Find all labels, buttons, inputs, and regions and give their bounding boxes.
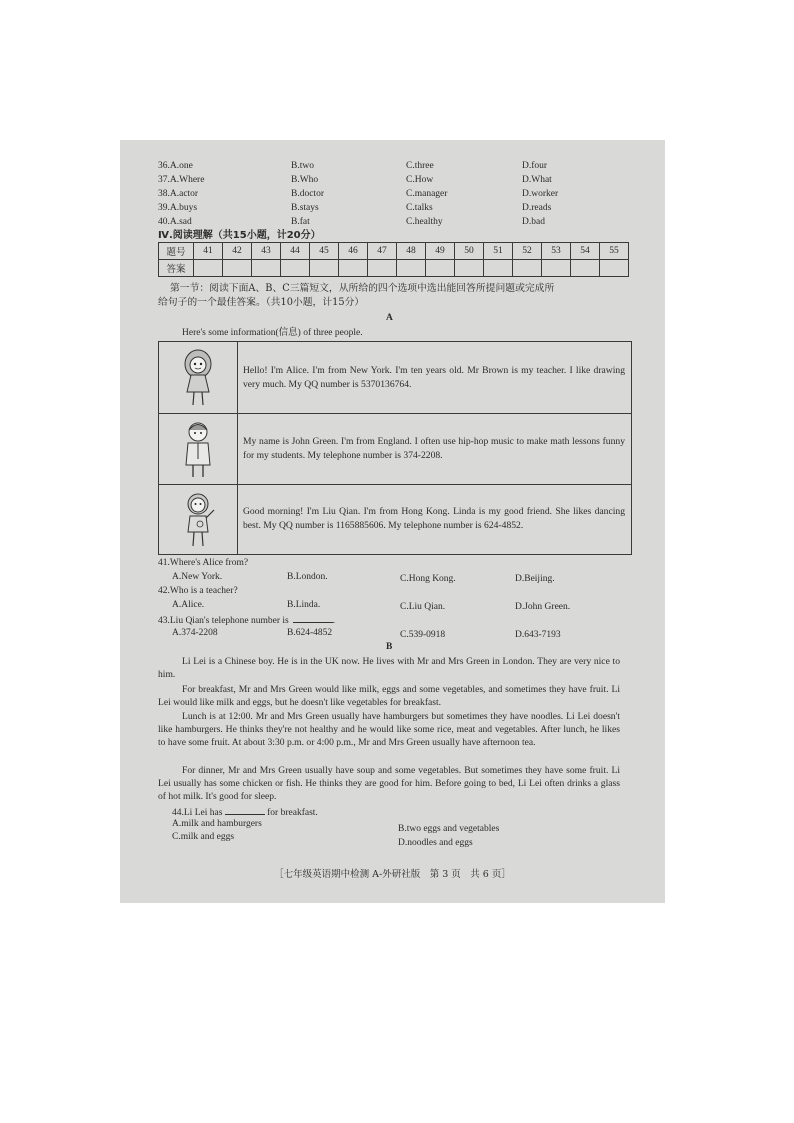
answer-cell[interactable] — [223, 260, 252, 277]
person-row-alice — [159, 342, 631, 414]
girl-waving-avatar-icon — [159, 484, 238, 554]
question-stem — [158, 557, 248, 569]
cloze-option-b[interactable]: B.two — [291, 161, 314, 171]
passage-b-paragraph: Li Lei is a Chinese boy. He is in the UK now. He lives with Mr and Mrs Green in London. They are very nice to him. — [158, 656, 620, 680]
part-1-instruction-line-1: 第一节：阅读下面A、B、C三篇短文，从所给的四个选项中选出能回答所提问题或完成所 — [170, 283, 555, 294]
passage-b-paragraph: Lunch is at 12:00. Mr and Mrs Green usually have hamburgers but sometimes they have noodles. Li Lei doesn't like hamburgers. He thinks they're not healthy and he would like some rice, meat and vegetables. After lunch, he likes to have some fruit. At about 3:30 p.m. or 4:00 p.m., Mr and Mrs Green usually have afternoon tea. — [158, 711, 620, 748]
passage-b-letter: B — [386, 642, 393, 652]
question-stem-text: 41.Where's Alice from? — [158, 558, 249, 568]
question-option-a[interactable]: A.Alice. — [172, 600, 205, 610]
answer-blank[interactable] — [225, 805, 265, 815]
answer-table-number: 45 — [310, 243, 339, 260]
answer-table-number: 50 — [455, 243, 484, 260]
section-4-title: Ⅳ.阅读理解（共15小题，计20分） — [158, 230, 321, 241]
cloze-row — [158, 160, 193, 172]
answer-cell[interactable] — [310, 260, 339, 277]
question-number: 37. — [158, 175, 170, 185]
question-44-option-c[interactable]: C.milk and eggs — [172, 832, 235, 842]
question-stem-text: 42.Who is a teacher? — [158, 586, 238, 596]
answer-table-number-row — [159, 243, 629, 260]
answer-table-number: 46 — [339, 243, 368, 260]
answer-table-number: 44 — [281, 243, 310, 260]
cloze-option-b[interactable]: B.Who — [291, 175, 319, 185]
question-number: 40. — [158, 217, 170, 227]
cloze-row — [158, 188, 198, 200]
cloze-option-b[interactable]: B.fat — [291, 217, 310, 227]
answer-cell[interactable] — [194, 260, 223, 277]
cloze-row — [158, 202, 197, 214]
answer-table-number: 48 — [397, 243, 426, 260]
question-44-option-d[interactable]: D.noodles and eggs — [398, 838, 473, 848]
question-option-c[interactable]: C.539-0918 — [400, 630, 446, 640]
question-44-stem-start: 44.Li Lei has — [172, 808, 223, 818]
cloze-option-a[interactable]: A.actor — [169, 189, 199, 199]
question-option-c[interactable]: C.Hong Kong. — [400, 574, 456, 584]
question-option-b[interactable]: B.London. — [287, 572, 328, 582]
question-option-c[interactable]: C.Liu Qian. — [400, 602, 446, 612]
answer-cell[interactable] — [368, 260, 397, 277]
cloze-option-b[interactable]: B.stays — [291, 203, 319, 213]
answer-cell[interactable] — [281, 260, 310, 277]
man-avatar-icon — [159, 413, 238, 484]
cloze-option-c[interactable]: C.How — [406, 175, 434, 185]
answer-cell[interactable] — [252, 260, 281, 277]
question-stem — [158, 613, 335, 627]
answer-cell[interactable] — [339, 260, 368, 277]
cloze-option-c[interactable]: C.three — [406, 161, 434, 171]
answer-table — [158, 242, 629, 277]
answer-table-number: 49 — [426, 243, 455, 260]
answer-table-number: 52 — [513, 243, 542, 260]
question-option-d[interactable]: D.Beijing. — [515, 574, 555, 584]
person-text-liu-qian: Good morning! I'm Liu Qian. I'm from Hong Kong. Linda is my good friend. She likes dancing best. My QQ number is 1165885606. My telephone number is 624-4852. — [243, 506, 625, 531]
cloze-option-c[interactable]: C.healthy — [406, 217, 443, 227]
answer-table-number: 42 — [223, 243, 252, 260]
answer-cell[interactable] — [397, 260, 426, 277]
question-stem — [158, 585, 238, 597]
cloze-option-d[interactable]: D.reads — [522, 203, 552, 213]
answer-table-number: 47 — [368, 243, 397, 260]
cloze-row — [158, 174, 204, 186]
question-number: 38. — [158, 189, 170, 199]
answer-cell[interactable] — [542, 260, 571, 277]
passage-a-intro: Here's some information(信息) of three people. — [182, 328, 363, 338]
answer-cell[interactable] — [513, 260, 542, 277]
answer-table-number: 51 — [484, 243, 513, 260]
answer-cell[interactable] — [600, 260, 629, 277]
answer-table-number: 43 — [252, 243, 281, 260]
question-option-a[interactable]: A.374-2208 — [172, 628, 218, 638]
cloze-option-a[interactable]: A.buys — [169, 203, 198, 213]
passage-b-paragraph: For breakfast, Mr and Mrs Green would like milk, eggs and some vegetables, and sometimes they have fruit. Li Lei would like milk and eggs, but he doesn't like vegetables for breakfast. — [158, 684, 620, 708]
question-option-b[interactable]: B.624-4852 — [287, 628, 333, 638]
question-stem-text: 43.Liu Qian's telephone number is — [158, 616, 289, 626]
answer-cell[interactable] — [571, 260, 600, 277]
cloze-option-c[interactable]: C.talks — [406, 203, 433, 213]
question-44-option-b[interactable]: B.two eggs and vegetables — [398, 824, 500, 834]
answer-table-answer-row — [159, 260, 629, 277]
answer-table-label-answer: 答案 — [159, 260, 194, 277]
question-number: 36. — [158, 161, 170, 171]
answer-table-number: 55 — [600, 243, 629, 260]
cloze-option-a[interactable]: A.Where — [169, 175, 205, 185]
answer-table-number: 41 — [194, 243, 223, 260]
cloze-option-d[interactable]: D.bad — [522, 217, 545, 227]
answer-table-label-number: 题号 — [159, 243, 194, 260]
passage-a-letter: A — [386, 313, 393, 323]
question-option-a[interactable]: A.New York. — [172, 572, 223, 582]
question-44-stem — [172, 805, 318, 819]
cloze-option-a[interactable]: A.one — [169, 161, 193, 171]
answer-blank[interactable] — [293, 613, 333, 623]
cloze-option-d[interactable]: D.What — [522, 175, 552, 185]
cloze-option-b[interactable]: B.doctor — [291, 189, 324, 199]
exam-page — [120, 140, 665, 903]
cloze-row — [158, 216, 192, 228]
cloze-option-a[interactable]: A.sad — [169, 217, 192, 227]
question-44-option-a[interactable]: A.milk and hamburgers — [172, 819, 262, 829]
answer-cell[interactable] — [455, 260, 484, 277]
cloze-option-d[interactable]: D.four — [522, 161, 548, 171]
question-option-d[interactable]: D.John Green. — [515, 602, 571, 612]
question-stem-end: . — [332, 616, 336, 626]
passage-b-paragraph: For dinner, Mr and Mrs Green usually have soup and some vegetables. But sometimes they have some fruit. Li Lei usually has some chicken or fish. He thinks they are good for him. Before going to bed, Li Lei often drinks a glass of hot milk. It's good for sleep. — [158, 765, 620, 802]
answer-cell[interactable] — [484, 260, 513, 277]
cloze-option-c[interactable]: C.manager — [406, 189, 448, 199]
girl-avatar-icon — [159, 342, 238, 413]
answer-table-number: 53 — [542, 243, 571, 260]
person-text-alice: Hello! I'm Alice. I'm from New York. I'm ten years old. Mr Brown is my teacher. I like drawing very much. My QQ number is 5370136764. — [243, 364, 625, 390]
person-row-liu-qian — [159, 484, 631, 554]
part-1-instruction-line-2: 给句子的一个最佳答案。（共10小题，计15分） — [158, 297, 365, 308]
answer-cell[interactable] — [426, 260, 455, 277]
cloze-option-d[interactable]: D.worker — [522, 189, 559, 199]
answer-table-number: 54 — [571, 243, 600, 260]
person-text-john: My name is John Green. I'm from England. I often use hip-hop music to make math lessons funny for my students. My telephone number is 374-2208. — [243, 435, 625, 461]
question-option-b[interactable]: B.Linda. — [287, 600, 321, 610]
question-option-d[interactable]: D.643-7193 — [515, 630, 561, 640]
question-number: 39. — [158, 203, 170, 213]
person-row-john — [159, 413, 631, 485]
question-44-stem-end: for breakfast. — [267, 808, 318, 818]
people-info-table — [158, 341, 632, 555]
page-footer: ［七年级英语期中检测 A-外研社版 第 3 页 共 6 页］ — [274, 869, 511, 880]
